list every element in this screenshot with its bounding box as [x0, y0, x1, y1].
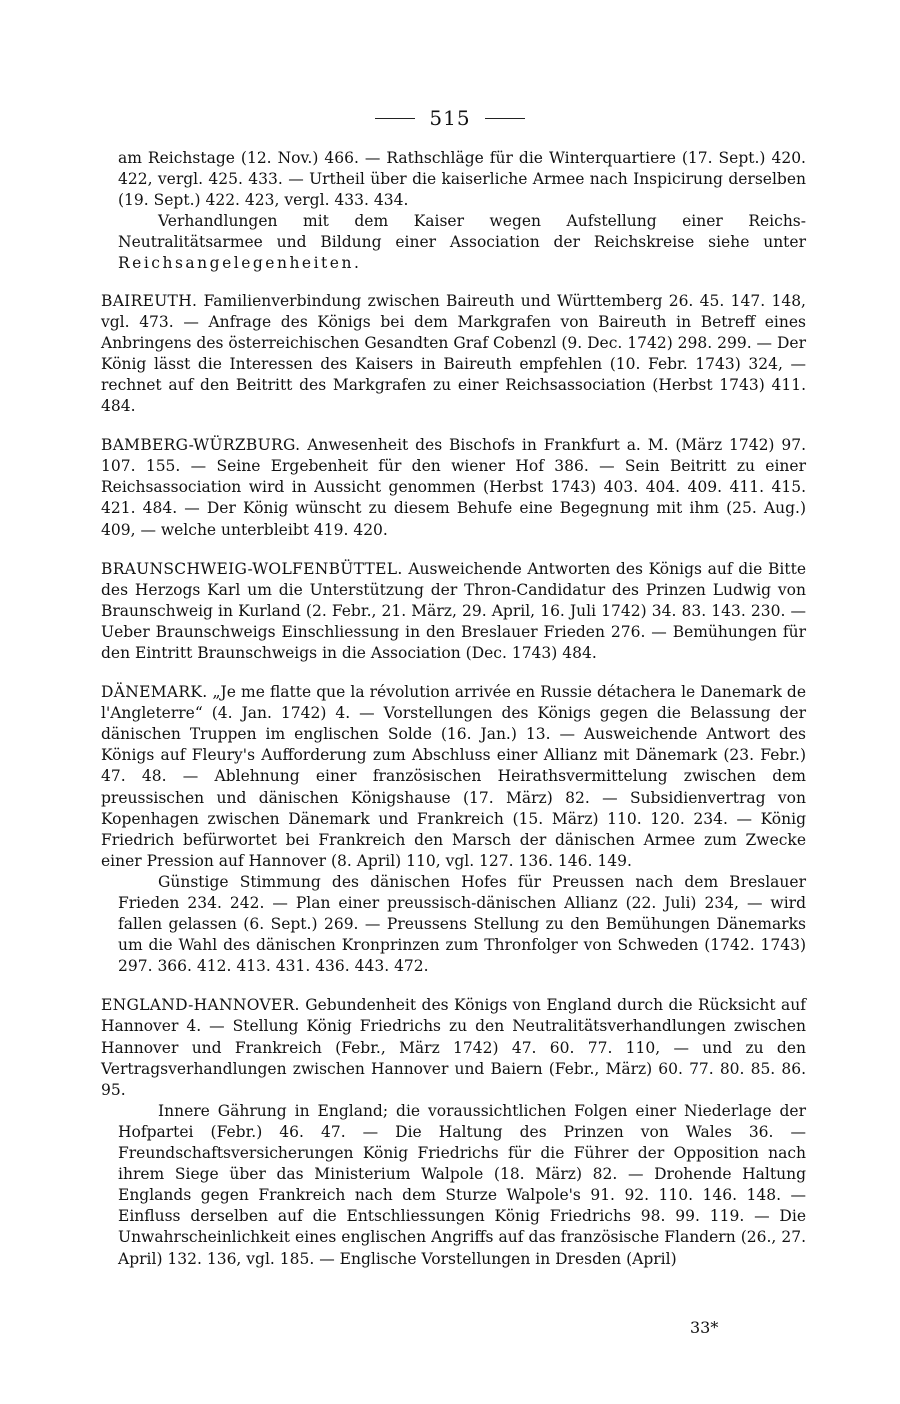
cross-reference: Reichsangelegenheiten.	[118, 254, 362, 273]
entry-heading: ENGLAND-HANNOVER.	[101, 996, 300, 1015]
entry-text: Gebundenheit des Königs von England durch die Rücksicht auf Hannover 4. — Stellung König Friedrichs zu den Neutralitätsverhandlungen zwischen Hannover und Frankreich (Febr., März 1742) 47. 60. 77. 110, — und zu den Vertragsverhandlungen zwischen Hannover und Baiern (Febr., März) 60. 77. 80. 85. 86. 95.	[101, 996, 806, 1099]
intro-paragraph-2	[118, 211, 806, 274]
index-entry-baireuth	[101, 291, 806, 418]
signature-mark: 33*	[690, 1318, 719, 1337]
page-header	[0, 103, 900, 133]
index-entry-daenemark	[101, 682, 806, 977]
intro-paragraph: am Reichstage (12. Nov.) 466. — Rathschläge für die Winterquartiere (17. Sept.) 420. 422, vergl. 425. 433. — Urtheil über die kaiserliche Armee nach Inspicirung derselben (19. Sept.) 422. 423, vergl. 433. 434.	[118, 149, 806, 210]
entry-paragraph	[101, 291, 806, 418]
entry-heading: BAMBERG-WÜRZBURG.	[101, 436, 301, 455]
index-entry-braunschweig-wolfenbuettel	[101, 559, 806, 664]
entry-text: Ausweichende Antworten des Königs auf die Bitte des Herzogs Karl um die Unterstützung der Thron-Candidatur des Prinzen Ludwig von Braunschweig in Kurland (2. Febr., 21. März, 29. April, 16. Juli 1742) 34. 83. 143. 230. — Ueber Braunschweigs Einschliessung in den Breslauer Frieden 276. — Bemühungen für den Eintritt Braunschweigs in die Association (Dec. 1743) 484.	[101, 559, 806, 662]
entry-paragraph	[101, 995, 806, 1100]
entry-paragraph	[101, 435, 806, 540]
header-rule-right	[485, 118, 525, 119]
index-entry-england-hannover	[101, 995, 806, 1269]
entry-heading: BAIREUTH.	[101, 291, 198, 310]
entry-text: „Je me flatte que la révolution arrivée en Russie détachera le Danemark de l'Angleterre“ (4. Jan. 1742) 4. — Vorstellungen des Königs gegen die Belassung der dänischen Truppen im englischen Solde (16. Jan.) 13. — Ausweichende Antwort des Königs auf Fleury's Aufforderung zum Abschluss einer Allianz mit Dänemark (23. Febr.) 47. 48. — Ablehnung einer französischen Heirathsvermittelung zwischen dem preussischen und dänischen Königshause (17. März) 82. — Subsidienvertrag von Kopenhagen zwischen Dänemark und Frankreich (15. März) 110. 120. 234. — König Friedrich befürwortet bei Frankreich den Marsch der dänischen Armee zum Zwecke einer Pression auf Hannover (8. April) 110, vgl. 127. 136. 146. 149.	[101, 683, 806, 870]
entry-paragraph	[101, 682, 806, 872]
entry-continuation: Günstige Stimmung des dänischen Hofes für Preussen nach dem Breslauer Frieden 234. 242. — Plan einer preussisch-dänischen Allianz (22. Juli) 234, — wird fallen gelassen (6. Sept.) 269. — Preussens Stellung zu den Bemühungen Dänemarks um die Wahl des dänischen Kronprinzen zum Thronfolger von Schweden (1742. 1743) 297. 366. 412. 413. 431. 436. 443. 472.	[118, 872, 806, 976]
intro-paragraph-2-text: Verhandlungen mit dem Kaiser wegen Aufstellung einer Reichs-Neutralitätsarmee und Bildung einer Association der Reichskreise siehe unter	[118, 212, 806, 252]
entry-heading: DÄNEMARK.	[101, 683, 208, 702]
page-number: 515	[429, 106, 471, 130]
index-body	[101, 148, 806, 1270]
entry-text: Familienverbindung zwischen Baireuth und Württemberg 26. 45. 147. 148, vgl. 473. — Anfrage des Königs bei dem Markgrafen von Baireuth in Betreff eines Anbringens des österreichischen Gesandten Graf Cobenzl (9. Dec. 1742) 298. 299. — Der König lässt die Interessen des Kaisers in Baireuth empfehlen (10. Febr. 1743) 324, — rechnet auf den Beitritt des Markgrafen zu einer Reichsassociation (Herbst 1743) 411. 484.	[101, 291, 806, 416]
index-entry-bamberg-wuerzburg	[101, 435, 806, 540]
entry-paragraph	[101, 559, 806, 664]
entry-continuation: Innere Gährung in England; die voraussichtlichen Folgen einer Niederlage der Hofpartei (Febr.) 46. 47. — Die Haltung des Prinzen von Wales 36. — Freundschaftsversicherungen König Friedrichs für die Führer der Opposition nach ihrem Siege über das Ministerium Walpole (18. März) 82. — Drohende Haltung Englands gegen Frankreich nach dem Sturze Walpole's 91. 92. 110. 146. 148. — Einfluss derselben auf die Entschliessungen König Friedrichs 98. 99. 119. — Die Unwahrscheinlichkeit eines englischen Angriffs auf das französische Flandern (26., 27. April) 132. 136, vgl. 185. — Englische Vorstellungen in Dresden (April)	[118, 1101, 806, 1268]
entry-text: Anwesenheit des Bischofs in Frankfurt a. M. (März 1742) 97. 107. 155. — Seine Ergebenheit für den wiener Hof 386. — Sein Beitritt zu einer Reichsassociation wird in Aussicht genommen (Herbst 1743) 403. 404. 409. 411. 415. 421. 484. — Der König wünscht zu diesem Behufe eine Begegnung mit ihm (25. Aug.) 409, — welche unterbleibt 419. 420.	[101, 436, 806, 539]
header-rule-left	[375, 118, 415, 119]
entry-heading: BRAUNSCHWEIG-WOLFENBÜTTEL.	[101, 559, 403, 578]
